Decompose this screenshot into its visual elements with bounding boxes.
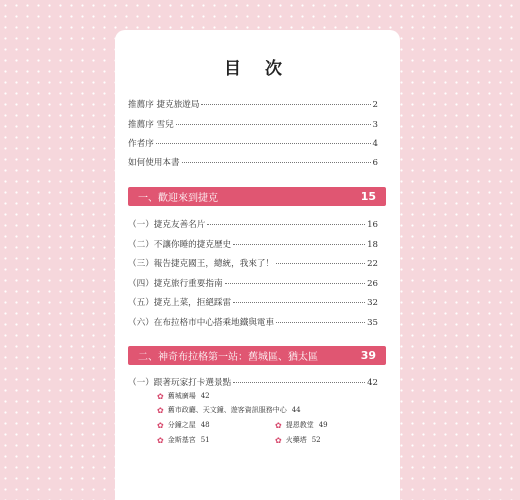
- spot-entry[interactable]: [157, 420, 210, 430]
- flower-icon: ✿: [157, 420, 164, 430]
- toc-entry[interactable]: [128, 296, 378, 308]
- spot-entry[interactable]: [275, 435, 321, 445]
- spot-entry[interactable]: [157, 435, 210, 445]
- dot-leader: [233, 381, 365, 383]
- flower-icon: ✿: [157, 435, 164, 445]
- entry-label: （五）捷克上菜，拒絕踩雷: [128, 298, 232, 308]
- toc-entry[interactable]: [128, 238, 378, 250]
- chapter-page: 15: [360, 190, 376, 203]
- spot-page: 52: [311, 436, 321, 444]
- spot-label: 火藥塔: [285, 436, 307, 444]
- flower-icon: ✿: [157, 405, 164, 415]
- flower-icon: ✿: [275, 435, 282, 445]
- toc-entry[interactable]: [128, 376, 378, 388]
- spot-entry[interactable]: [157, 405, 301, 415]
- dot-leader: [276, 321, 365, 323]
- spot-label: 金斯基宮: [167, 436, 196, 444]
- flower-icon: ✿: [157, 391, 164, 401]
- spot-page: 48: [200, 421, 210, 429]
- dot-leader: [156, 142, 371, 144]
- spot-page: 44: [291, 406, 301, 414]
- entry-label: 推薦序 雪兒: [128, 120, 174, 130]
- entry-page: 42: [367, 378, 378, 388]
- entry-label: （三）報告捷克國王，總統，我來了！: [128, 259, 275, 269]
- entry-label: （二）不讓你睡的捷克歷史: [128, 240, 232, 250]
- entry-page: 18: [367, 240, 378, 250]
- entry-page: 26: [367, 279, 378, 289]
- entry-label: 推薦序 捷克旅遊局: [128, 100, 200, 110]
- entry-label: （六）在布拉格市中心搭乘地鐵與電車: [128, 318, 275, 328]
- flower-icon: ✿: [275, 420, 282, 430]
- chapter-title: 二、神奇布拉格第一站：舊城區、猶太區: [138, 352, 318, 363]
- spot-label: 分鐘之屋: [167, 421, 196, 429]
- spot-page: 51: [200, 436, 210, 444]
- dot-leader: [176, 123, 371, 125]
- dot-leader: [276, 262, 365, 264]
- dot-leader: [207, 223, 365, 225]
- chapter-heading-2[interactable]: [128, 346, 386, 365]
- toc-entry[interactable]: [128, 137, 378, 149]
- spot-page: 42: [200, 392, 210, 400]
- toc-entry[interactable]: [128, 277, 378, 289]
- spot-label: 舊城廣場: [167, 392, 196, 400]
- entry-page: 16: [367, 220, 378, 230]
- chapter-title: 一、歡迎來到捷克: [138, 193, 218, 204]
- dot-leader: [201, 103, 370, 105]
- spot-page: 49: [318, 421, 328, 429]
- spot-entry[interactable]: [275, 420, 328, 430]
- toc-page: [115, 30, 400, 500]
- toc-entry[interactable]: [128, 118, 378, 130]
- entry-page: 6: [372, 158, 378, 168]
- entry-page: 35: [367, 318, 378, 328]
- entry-label: （四）捷克旅行重要指南: [128, 279, 223, 289]
- entry-label: （一）跟著玩家打卡選景點: [128, 378, 232, 388]
- entry-label: 作者序: [128, 139, 154, 149]
- entry-page: 2: [372, 100, 378, 110]
- spot-label: 舊市政廳、天文鐘、遊客資訊服務中心: [167, 406, 287, 414]
- spot-entry[interactable]: [157, 391, 210, 401]
- dot-leader: [182, 161, 371, 163]
- toc-entry[interactable]: [128, 257, 378, 269]
- chapter-page: 39: [360, 349, 376, 362]
- entry-label: 如何使用本書: [128, 158, 180, 168]
- dot-leader: [233, 301, 365, 303]
- toc-entry[interactable]: [128, 156, 378, 168]
- dot-leader: [225, 282, 366, 284]
- toc-entry[interactable]: [128, 218, 378, 230]
- entry-page: 3: [372, 120, 378, 130]
- entry-label: （一）捷克友善名片: [128, 220, 206, 230]
- dot-leader: [233, 243, 365, 245]
- toc-entry[interactable]: [128, 316, 378, 328]
- toc-entry[interactable]: [128, 98, 378, 110]
- entry-page: 22: [367, 259, 378, 269]
- page-title: 目 次: [224, 59, 291, 79]
- chapter-heading-1[interactable]: [128, 187, 386, 206]
- spot-label: 提恩教堂: [285, 421, 314, 429]
- entry-page: 4: [372, 139, 378, 149]
- entry-page: 32: [367, 298, 378, 308]
